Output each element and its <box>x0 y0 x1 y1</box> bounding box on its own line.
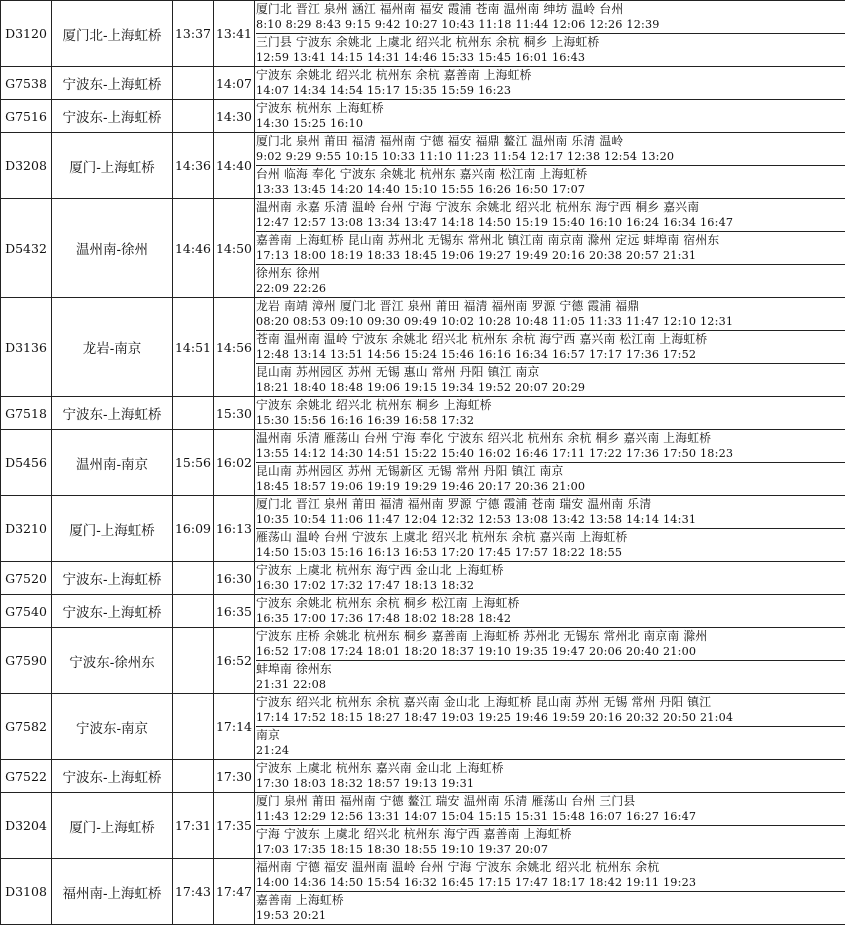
station-times: 21:24 <box>256 744 290 757</box>
table-row <box>1 859 845 925</box>
station-names: 温州南 乐清 雁荡山 台州 宁海 奉化 宁波东 绍兴北 杭州东 余杭 桐乡 嘉兴南 上海虹桥 <box>256 431 712 445</box>
stop-segment <box>256 397 845 429</box>
stop-schedule <box>255 628 845 694</box>
stop-segment <box>256 100 845 132</box>
train-number: G7582 <box>1 694 52 760</box>
table-row <box>1 628 845 694</box>
departure-time: 17:43 <box>173 859 214 925</box>
station-names: 嘉善南 上海虹桥 <box>256 893 344 907</box>
stop-segment <box>256 430 845 463</box>
route-name: 宁波东-徐州东 <box>52 628 173 694</box>
stop-schedule <box>255 562 845 595</box>
station-times: 15:30 15:56 16:16 16:39 16:58 17:32 <box>256 414 475 427</box>
arrival-time: 16:35 <box>214 595 255 628</box>
station-times: 11:43 12:29 12:56 13:31 14:07 15:04 15:15 15:31 15:48 16:07 16:27 16:47 <box>256 810 697 823</box>
station-names: 温州南 永嘉 乐清 温岭 台州 宁海 宁波东 余姚北 绍兴北 杭州东 海宁西 桐乡 嘉兴南 <box>256 200 700 214</box>
station-names: 昆山南 苏州园区 苏州 无锡新区 无锡 常州 丹阳 镇江 南京 <box>256 464 564 478</box>
station-times: 9:02 9:29 9:55 10:15 10:33 11:10 11:23 11:54 12:17 12:38 12:54 13:20 <box>256 150 675 163</box>
station-names: 宁波东 余姚北 绍兴北 杭州东 桐乡 上海虹桥 <box>256 398 492 412</box>
train-number: D5432 <box>1 199 52 298</box>
arrival-time: 16:02 <box>214 430 255 496</box>
station-times: 17:30 18:03 18:32 18:57 19:13 19:31 <box>256 777 475 790</box>
station-names: 厦门北 晋江 泉州 莆田 福清 福州南 罗源 宁德 霞浦 苍南 瑞安 温州南 乐清 <box>256 497 652 511</box>
table-row <box>1 397 845 430</box>
station-times: 13:55 14:12 14:30 14:51 15:22 15:40 16:02 16:46 17:11 17:22 17:36 17:50 18:23 <box>256 447 734 460</box>
train-number: G7538 <box>1 67 52 100</box>
station-times: 22:09 22:26 <box>256 282 327 295</box>
station-times: 17:03 17:35 18:15 18:30 18:55 19:10 19:37 20:07 <box>256 843 549 856</box>
train-number: D3210 <box>1 496 52 562</box>
station-times: 12:59 13:41 14:15 14:31 14:46 15:33 15:45 16:01 16:43 <box>256 51 586 64</box>
station-names: 宁波东 余姚北 绍兴北 杭州东 余杭 嘉善南 上海虹桥 <box>256 68 532 82</box>
stop-schedule <box>255 760 845 793</box>
stop-segment <box>256 133 845 166</box>
stop-schedule <box>255 859 845 925</box>
station-times: 14:30 15:25 16:10 <box>256 117 364 130</box>
stop-segment <box>256 892 845 924</box>
station-times: 14:50 15:03 15:16 16:13 16:53 17:20 17:45 17:57 18:22 18:55 <box>256 546 623 559</box>
stop-segment <box>256 628 845 661</box>
train-number: D5456 <box>1 430 52 496</box>
arrival-time: 14:07 <box>214 67 255 100</box>
stop-segment <box>256 760 845 792</box>
route-name: 厦门-上海虹桥 <box>52 793 173 859</box>
departure-time: 14:46 <box>173 199 214 298</box>
stop-segment <box>256 859 845 892</box>
station-names: 台州 临海 奉化 宁波东 余姚北 杭州东 嘉兴南 松江南 上海虹桥 <box>256 167 588 181</box>
arrival-time: 14:56 <box>214 298 255 397</box>
station-times: 16:52 17:08 17:24 18:01 18:20 18:37 19:10 19:35 19:47 20:06 20:40 21:00 <box>256 645 697 658</box>
stop-segment <box>256 793 845 826</box>
route-name: 宁波东-上海虹桥 <box>52 760 173 793</box>
train-number: G7520 <box>1 562 52 595</box>
station-times: 12:48 13:14 13:51 14:56 15:24 15:46 16:16 16:34 16:57 17:17 17:36 17:52 <box>256 348 697 361</box>
stop-segment <box>256 331 845 364</box>
stop-segment <box>256 265 845 297</box>
route-name: 温州南-南京 <box>52 430 173 496</box>
route-name: 宁波东-上海虹桥 <box>52 562 173 595</box>
station-names: 蚌埠南 徐州东 <box>256 662 332 676</box>
table-row <box>1 562 845 595</box>
station-names: 宁波东 上虞北 杭州东 海宁西 金山北 上海虹桥 <box>256 563 504 577</box>
station-names: 宁波东 余姚北 杭州东 余杭 桐乡 松江南 上海虹桥 <box>256 596 520 610</box>
train-number: G7516 <box>1 100 52 133</box>
train-number: D3108 <box>1 859 52 925</box>
stop-segment <box>256 595 845 627</box>
stop-schedule <box>255 430 845 496</box>
arrival-time: 17:47 <box>214 859 255 925</box>
route-name: 宁波东-上海虹桥 <box>52 67 173 100</box>
arrival-time: 17:35 <box>214 793 255 859</box>
station-names: 龙岩 南靖 漳州 厦门北 晋江 泉州 莆田 福清 福州南 罗源 宁德 霞浦 福鼎 <box>256 299 640 313</box>
train-number: G7522 <box>1 760 52 793</box>
station-names: 宁海 宁波东 上虞北 绍兴北 杭州东 海宁西 嘉善南 上海虹桥 <box>256 827 572 841</box>
stop-segment <box>256 529 845 561</box>
stop-schedule <box>255 397 845 430</box>
departure-time: 15:56 <box>173 430 214 496</box>
stop-schedule <box>255 67 845 100</box>
station-names: 宁波东 上虞北 杭州东 嘉兴南 金山北 上海虹桥 <box>256 761 504 775</box>
station-names: 南京 <box>256 728 280 742</box>
arrival-time: 13:41 <box>214 1 255 67</box>
station-names: 宁波东 绍兴北 杭州东 余杭 嘉兴南 金山北 上海虹桥 昆山南 苏州 无锡 常州 丹阳 镇江 <box>256 695 712 709</box>
stop-schedule <box>255 133 845 199</box>
stop-segment <box>256 364 845 396</box>
departure-time: 16:09 <box>173 496 214 562</box>
departure-time <box>173 562 214 595</box>
stop-segment <box>256 562 845 594</box>
stop-segment <box>256 826 845 858</box>
arrival-time: 15:30 <box>214 397 255 430</box>
arrival-time: 14:30 <box>214 100 255 133</box>
route-name: 厦门-上海虹桥 <box>52 496 173 562</box>
station-times: 8:10 8:29 8:43 9:15 9:42 10:27 10:43 11:18 11:44 12:06 12:26 12:39 <box>256 18 660 31</box>
stop-segment <box>256 1 845 34</box>
table-row <box>1 430 845 496</box>
station-names: 福州南 宁德 福安 温州南 温岭 台州 宁海 宁波东 余姚北 绍兴北 杭州东 余杭 <box>256 860 660 874</box>
station-names: 徐州东 徐州 <box>256 266 320 280</box>
table-row <box>1 298 845 397</box>
stop-schedule <box>255 1 845 67</box>
station-names: 宁波东 庄桥 余姚北 杭州东 桐乡 嘉善南 上海虹桥 苏州北 无锡东 常州北 南京南 滁州 <box>256 629 708 643</box>
station-times: 17:13 18:00 18:19 18:33 18:45 19:06 19:27 19:49 20:16 20:38 20:57 21:31 <box>256 249 697 262</box>
route-name: 宁波东-上海虹桥 <box>52 397 173 430</box>
stop-schedule <box>255 595 845 628</box>
table-row <box>1 100 845 133</box>
train-number: D3120 <box>1 1 52 67</box>
table-row <box>1 1 845 67</box>
stop-schedule <box>255 298 845 397</box>
train-number: D3208 <box>1 133 52 199</box>
departure-time <box>173 67 214 100</box>
route-name: 宁波东-上海虹桥 <box>52 595 173 628</box>
departure-time: 17:31 <box>173 793 214 859</box>
train-number: D3136 <box>1 298 52 397</box>
departure-time <box>173 760 214 793</box>
table-row <box>1 694 845 760</box>
train-number: G7518 <box>1 397 52 430</box>
station-times: 18:21 18:40 18:48 19:06 19:15 19:34 19:52 20:07 20:29 <box>256 381 586 394</box>
train-number: D3204 <box>1 793 52 859</box>
timetable-body <box>1 1 845 925</box>
departure-time <box>173 694 214 760</box>
table-row <box>1 760 845 793</box>
table-row <box>1 595 845 628</box>
departure-time <box>173 397 214 430</box>
station-names: 嘉善南 上海虹桥 昆山南 苏州北 无锡东 常州北 镇江南 南京南 滁州 定远 蚌埠南 宿州东 <box>256 233 720 247</box>
stop-schedule <box>255 496 845 562</box>
stop-segment <box>256 166 845 198</box>
table-row <box>1 199 845 298</box>
station-times: 14:00 14:36 14:50 15:54 16:32 16:45 17:15 17:47 18:17 18:42 19:11 19:23 <box>256 876 697 889</box>
route-name: 厦门北-上海虹桥 <box>52 1 173 67</box>
train-number: G7590 <box>1 628 52 694</box>
station-names: 雁荡山 温岭 台州 宁波东 上虞北 绍兴北 杭州东 余杭 嘉兴南 上海虹桥 <box>256 530 628 544</box>
stop-segment <box>256 727 845 759</box>
station-times: 08:20 08:53 09:10 09:30 09:49 10:02 10:28 10:48 11:05 11:33 11:47 12:10 12:31 <box>256 315 734 328</box>
arrival-time: 14:40 <box>214 133 255 199</box>
station-names: 苍南 温州南 温岭 宁波东 余姚北 绍兴北 杭州东 余杭 海宁西 嘉兴南 松江南 上海虹桥 <box>256 332 708 346</box>
route-name: 福州南-上海虹桥 <box>52 859 173 925</box>
departure-time: 14:36 <box>173 133 214 199</box>
departure-time: 14:51 <box>173 298 214 397</box>
station-times: 14:07 14:34 14:54 15:17 15:35 15:59 16:23 <box>256 84 512 97</box>
stop-segment <box>256 34 845 66</box>
stop-segment <box>256 694 845 727</box>
route-name: 厦门-上海虹桥 <box>52 133 173 199</box>
departure-time: 13:37 <box>173 1 214 67</box>
station-times: 13:33 13:45 14:20 14:40 15:10 15:55 16:26 16:50 17:07 <box>256 183 586 196</box>
station-names: 宁波东 杭州东 上海虹桥 <box>256 101 384 115</box>
station-times: 12:47 12:57 13:08 13:34 13:47 14:18 14:50 15:19 15:40 16:10 16:24 16:34 16:47 <box>256 216 734 229</box>
stop-segment <box>256 67 845 99</box>
departure-time <box>173 628 214 694</box>
route-name: 宁波东-上海虹桥 <box>52 100 173 133</box>
table-row <box>1 496 845 562</box>
station-names: 厦门北 晋江 泉州 涵江 福州南 福安 霞浦 苍南 温州南 绅坊 温岭 台州 <box>256 2 624 16</box>
stop-segment <box>256 661 845 693</box>
station-times: 17:14 17:52 18:15 18:27 18:47 19:03 19:25 19:46 19:59 20:16 20:32 20:50 21:04 <box>256 711 734 724</box>
stop-segment <box>256 232 845 265</box>
arrival-time: 16:30 <box>214 562 255 595</box>
stop-segment <box>256 298 845 331</box>
table-row <box>1 67 845 100</box>
route-name: 温州南-徐州 <box>52 199 173 298</box>
station-times: 21:31 22:08 <box>256 678 327 691</box>
departure-time <box>173 100 214 133</box>
train-number: G7540 <box>1 595 52 628</box>
station-times: 19:53 20:21 <box>256 909 327 922</box>
stop-segment <box>256 496 845 529</box>
arrival-time: 17:14 <box>214 694 255 760</box>
route-name: 宁波东-南京 <box>52 694 173 760</box>
station-names: 昆山南 苏州园区 苏州 无锡 惠山 常州 丹阳 镇江 南京 <box>256 365 540 379</box>
stop-schedule <box>255 199 845 298</box>
station-times: 18:45 18:57 19:06 19:19 19:29 19:46 20:17 20:36 21:00 <box>256 480 586 493</box>
table-row <box>1 133 845 199</box>
station-times: 10:35 10:54 11:06 11:47 12:04 12:32 12:53 13:08 13:42 13:58 14:14 14:31 <box>256 513 697 526</box>
station-names: 三门县 宁波东 余姚北 上虞北 绍兴北 杭州东 余杭 桐乡 上海虹桥 <box>256 35 600 49</box>
arrival-time: 16:13 <box>214 496 255 562</box>
station-times: 16:30 17:02 17:32 17:47 18:13 18:32 <box>256 579 475 592</box>
table-row <box>1 793 845 859</box>
station-times: 16:35 17:00 17:36 17:48 18:02 18:28 18:42 <box>256 612 512 625</box>
stop-schedule <box>255 694 845 760</box>
station-names: 厦门 泉州 莆田 福州南 宁德 鳌江 瑞安 温州南 乐清 雁荡山 台州 三门县 <box>256 794 636 808</box>
arrival-time: 16:52 <box>214 628 255 694</box>
route-name: 龙岩-南京 <box>52 298 173 397</box>
station-names: 厦门北 泉州 莆田 福清 福州南 宁德 福安 福鼎 鳌江 温州南 乐清 温岭 <box>256 134 624 148</box>
arrival-time: 17:30 <box>214 760 255 793</box>
arrival-time: 14:50 <box>214 199 255 298</box>
stop-segment <box>256 199 845 232</box>
stop-schedule <box>255 793 845 859</box>
departure-time <box>173 595 214 628</box>
stop-segment <box>256 463 845 495</box>
stop-schedule <box>255 100 845 133</box>
